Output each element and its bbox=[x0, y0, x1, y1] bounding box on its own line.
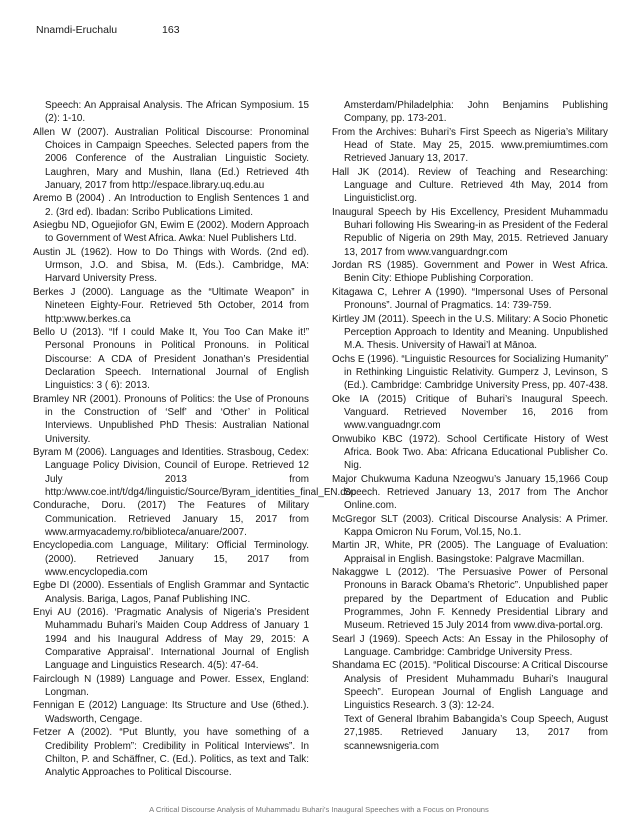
reference-entry: Searl J (1969). Speech Acts: An Essay in the Philosophy of Language. Cambridge: Cambridge University Press. bbox=[332, 633, 608, 659]
reference-entry: Inaugural Speech by His Excellency, President Muhammadu Buhari following His Swearing-in as President of the Federal Republic of Nigeria on 29th May, 2015. Retrieved January 13, 2017 from www.vanguardngr.com bbox=[332, 206, 608, 258]
reference-entry: Enyi AU (2016). ‘Pragmatic Analysis of Nigeria’s President Muhammadu Buhari’s Maiden Coup Address of January 1 1994 and his Inaugural Address of May 29, 2015: A Comparative Appraisal’. International Journal of English Language and Linguistics Research. 4(5): 47-64. bbox=[33, 607, 309, 672]
reference-entry: Condurache, Doru. (2017) The Features of Military Communication. Retrieved January 15, 2017 from www.armyacademy.ro/biblioteca/anuare/2007. bbox=[33, 500, 309, 538]
reference-entry: Text of General Ibrahim Babangida’s Coup Speech, August 27,1985. Retrieved January 13, 2017 from scannewsnigeria.com bbox=[344, 713, 608, 752]
reference-entry: McGregor SLT (2003). Critical Discourse Analysis: A Primer. Kappa Omicron Nu Forum, Vol.15, No.1. bbox=[332, 513, 608, 538]
reference-entry: Major Chukwuma Kaduna Nzeogwu’s January 15,1966 Coup Speech. Retrieved January 13, 2017 from The Anchor Online.com. bbox=[332, 473, 608, 512]
reference-entry: Bramley NR (2001). Pronouns of Politics: the Use of Pronouns in the Construction of ‘Self’ and ‘Other’ in Political Interviews. Unpublished PhD Thesis: Australian National University. bbox=[33, 393, 309, 445]
reference-entry: Fennigan E (2012) Language: Its Structure and Use (6thed.). Wadsworth, Cengage. bbox=[33, 700, 309, 725]
reference-entry: Fetzer A (2002). “Put Bluntly, you have something of a Credibility Problem”: Credibility in Political Interviews”. In Chilton, P. and Schäffner, C. (Ed.). Politics, as text and Talk: Analytic Approaches to Political Discourse. bbox=[33, 727, 309, 779]
reference-entry: Austin JL (1962). How to Do Things with Words. (2nd ed). Urmson, J.O. and Sbisa, M. (Eds.). Cambridge, MA: Harvard University Press. bbox=[33, 246, 309, 285]
reference-entry: Bello U (2013). “If I could Make It, You Too Can Make it!” Personal Pronouns in Political Pronouns. in Political Discourse: A CDA of President Jonathan’s Presidential Declaration Speech. International Journal of English Linguistics: 3 ( 6): 2013. bbox=[33, 326, 309, 392]
reference-entry: Nakaggwe L (2012). ‘The Persuasive Power of Personal Pronouns in Barack Obama’s Rhetoric”. Unpublished paper prepared by the Department of Education and Public Programmes, John F. Kennedy Presidential Library and Museum. Retrieved 15 July 2014 from www.diva-portal.org. bbox=[332, 567, 608, 632]
reference-entry: Ochs E (1996). “Linguistic Resources for Socializing Humanity” in Rethinking Linguistic Relativity. Gumperz J, Levinson, S (Ed.). Cambridge: Cambridge University Press, pp. 407-438. bbox=[332, 353, 608, 392]
reference-entry: Asiegbu ND, Oguejiofor GN, Ewim E (2002). Modern Approach to Government of West Africa. Awka: Nuel Publishers Ltd. bbox=[33, 220, 309, 245]
reference-entry: Byram M (2006). Languages and Identities. Strasboug, Cedex: Language Policy Division, Council of Europe. Retrieved 12 July 2013 from http:/www.coe.int/t/dg4/linguistic/Source/Byram_identities_final_EN.doc bbox=[33, 446, 357, 498]
reference-entry: Speech: An Appraisal Analysis. The African Symposium. 15 (2): 1-10. bbox=[45, 100, 309, 125]
reference-entry: Fairclough N (1989) Language and Power. Essex, England: Longman. bbox=[33, 673, 309, 699]
reference-entry: Kirtley JM (2011). Speech in the U.S. Military: A Socio Phonetic Perception Approach to Identity and Meaning. Unpublished M.A. Thesis. University of Hawai’l at Mānoa. bbox=[332, 313, 608, 352]
author-name: Nnamdi-Eruchalu bbox=[36, 24, 118, 36]
page-header bbox=[36, 24, 180, 36]
page-number: 163 bbox=[162, 24, 180, 36]
references-right-column bbox=[332, 99, 608, 753]
reference-entry: Amsterdam/Philadelphia: John Benjamins Publishing Company, pp. 173-201. bbox=[344, 100, 608, 125]
reference-entry: Jordan RS (1985). Government and Power in West Africa. Benin City: Ethiope Publishing Corporation. bbox=[332, 260, 608, 285]
reference-entry: Allen W (2007). Australian Political Discourse: Pronominal Choices in Campaign Speeches. Selected papers from the 2006 Conference of the Australian Linguistic Society. Laughren, Mary and Mushin, Ilana (Ed.) Retrieved 4th January, 2017 from http://espace.library.uq.edu.au bbox=[33, 126, 309, 192]
reference-entry: Hall JK (2014). Review of Teaching and Researching: Language and Culture. Retrieved 4th May, 2014 from Linguisticlist.org. bbox=[332, 166, 608, 205]
reference-entry: Encyclopedia.com Language, Military: Official Terminology. (2000). Retrieved January 15, 2017 from www.encyclopedia.com bbox=[33, 540, 309, 579]
reference-entry: From the Archives: Buhari’s First Speech as Nigeria’s Military Head of State. May 25, 2015. www.premiumtimes.com Retrieved January 13, 2017. bbox=[332, 126, 608, 165]
reference-entry: Berkes J (2000). Language as the “Ultimate Weapon” in Nineteen Eighty-Four. Retrieved 5th October, 2014 from http:www.berkes.ca bbox=[33, 286, 309, 325]
reference-entry: Aremo B (2004) . An Introduction to English Sentences 1 and 2. (3rd ed). Ibadan: Scribo Publications Limited. bbox=[33, 193, 309, 218]
reference-entry: Egbe DI (2000). Essentials of English Grammar and Syntactic Analysis. Bariga, Lagos, Panaf Publishing INC. bbox=[33, 580, 309, 605]
reference-entry: Shandama EC (2015). “Political Discourse: A Critical Discourse Analysis of President Muhammadu Buhari’s Inaugural Speech”. European Journal of English Language and Linguistics Research. 3 (3): 12-24. bbox=[332, 660, 608, 712]
reference-entry: Oke IA (2015) Critique of Buhari’s Inaugural Speech. Vanguard. Retrieved November 16, 2016 from www.vanguadngr.com bbox=[332, 393, 608, 432]
references-left-column bbox=[33, 99, 357, 780]
reference-entry: Martin JR, White, PR (2005). The Language of Evaluation: Appraisal in English. Basingstoke: Palgrave Macmillan. bbox=[332, 540, 608, 565]
running-footer: A Critical Discourse Analysis of Muhammadu Buhari’s Inaugural Speeches with a Focus on Pronouns bbox=[149, 805, 489, 814]
reference-entry: Onwubiko KBC (1972). School Certificate History of West Africa. Book Two. Aba: Africana Educational Publisher Co. Nig. bbox=[332, 433, 608, 472]
reference-entry: Kitagawa C, Lehrer A (1990). “Impersonal Uses of Personal Pronouns”. Journal of Pragmatics. 14: 739-759. bbox=[332, 286, 608, 312]
